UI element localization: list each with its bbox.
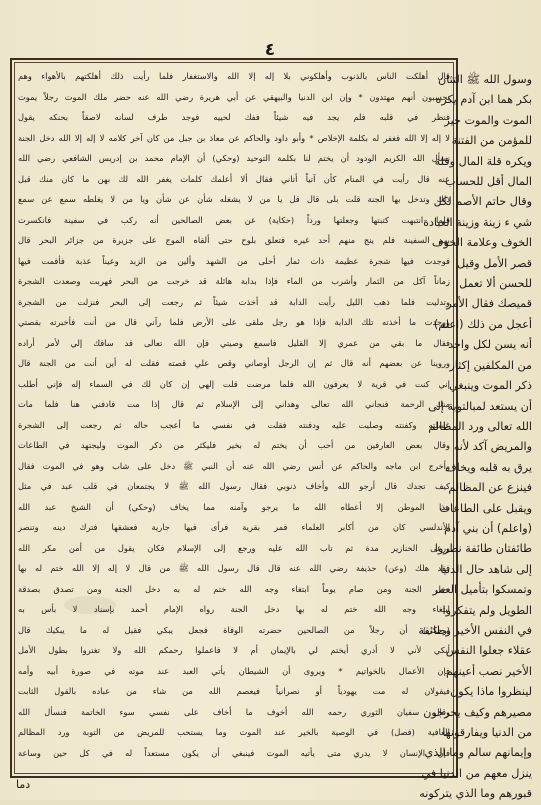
margin-text-line: طائفتان طائفة نظروا	[434, 542, 532, 556]
margin-text-line: للمؤمن من الفتنة	[451, 134, 532, 148]
margin-text-line: الموت والموت خير	[444, 113, 532, 127]
margin-text-line: بكر هما ابن آدم يكره	[435, 93, 532, 107]
main-text-line: فلما انتبهت كتبتها وجعلتها ورداً (حكاية) عن بعض الصالحين أنه ركب في سفينة فانكسرت	[18, 214, 450, 225]
main-text-line: (وحكي) أن رجلاً من الصالحين حضرته الوفاة فجعل يبكي فقيل له ما يبكيك قال	[18, 624, 450, 635]
main-text-line: أبكي لأني لا أدري أيختم لي بالإيمان أم لا فاعملوا رحمكم الله ولا تغتروا بطول الأمل	[18, 645, 450, 655]
main-text-line: وقال بعض العارفين من أحب أن يختم له بخير فليكثر من ذكر الموت وليجتهد في الطاعات	[18, 440, 450, 450]
main-text-line: دخل الجنة ومن صام يوماً ابتغاء وجه الله ختم له به دخل الجنة ومن تصدق بصدقة	[18, 583, 450, 594]
margin-text-line: (واعلم) أن بني آدم	[444, 521, 532, 535]
main-text-line: هذا الموطن إلا أعطاه الله ما يرجو وآمنه مما يخاف (وحكي) أن الشيخ عبد الله	[18, 501, 450, 512]
margin-text-line: يرق به قلبه ويخاف	[445, 460, 532, 474]
margin-commentary	[418, 70, 532, 805]
margin-text-line: أنه يسن لكل واحد	[448, 338, 532, 352]
margin-text-line: إلى شاهد حال الدنيا	[440, 562, 532, 576]
main-text-line: لا إله إلا الله فغفر له بكلمة الإخلاص * وأبو داود والحاكم عن معاذ بن جبل من كان آخر كلامه لا إله إلا الله دخل الجنة	[18, 132, 450, 143]
main-text-line: نسأل الله الكريم الودود أن يختم لنا بكلمة التوحيد (وحكي) أن الإمام محمد بن إدريس الشافعي رضي الله	[18, 153, 450, 163]
page-number: ٤	[264, 40, 276, 60]
main-text-line: كيف تجدك قال أرجو الله وأخاف ذنوبي فقال رسول الله ﷺ لا يجتمعان في قلب عبد في مثل	[18, 481, 450, 491]
main-text-line: فوجدت فيها شجرة عظيمة ذات ثمار أحلى من الشهد وألين من الزبد وعيناً عذبة فأقمت فيها	[18, 255, 450, 266]
main-text-line: فنظر في قلبه فلم يجد فيه شيئاً ففك لحييه فوجد طرف لسانه لاصقاً بحنكه يقول	[18, 112, 450, 122]
margin-text-line: وسول الله ﷺ التثان	[438, 73, 532, 86]
catchword: دما	[16, 778, 31, 791]
margin-text-line: وإيمانهم سالم وما الذي	[424, 746, 532, 760]
main-text-line: ورعى الخنازير مدة ثم تاب الله عليه ورجع إلى الإسلام فكان يقول من أمن مكر الله	[18, 542, 450, 553]
main-text-line: قال أهلكت الناس بالذنوب وأهلكوني بلا إله إلا الله والاستغفار فلما رأيت ذلك أهلكتهم بالأهواء وهم	[18, 71, 450, 81]
margin-text-line: الله تعالى ورد المظالم	[428, 419, 532, 433]
margin-text-line: ويكره قلة المال وقلة	[434, 154, 532, 168]
main-text-line: فيقولان له مت يهودياً أو نصرانياً فيعصم الله من شاء من عباده بالقول الثابت	[18, 686, 450, 696]
margin-text-line: من الدنيا ويفارقونها	[442, 726, 532, 739]
main-text-line: وروينا عن بعضهم أنه قال ثم إن الرجل أوصاني وقص علي قصته فقلت له أين أنت من الجنة قال	[18, 358, 450, 368]
margin-text-line: عقلاء جعلوا النفس	[445, 644, 532, 658]
margin-text-line: أن يستعد لمبالتوبة إلى	[428, 399, 532, 413]
margin-text-line: وتمسكوا بتأميل العمر	[432, 583, 532, 597]
main-text-line: غسلته وكفنته وصليت عليه ودفنته فقلت في نفسي ما أعجب حاله ثم رجعت إلى الشجرة	[18, 419, 450, 430]
margin-text-line: الأخير نصب أعينهم	[445, 664, 532, 678]
main-text-line: وقال سفيان الثوري رحمه الله أخوف ما أخاف على نفسي سوء الخاتمة فنسأل الله	[18, 706, 450, 717]
margin-text-line: ينزل معهم من الدنيا في	[421, 766, 532, 780]
main-text-line: منك الرحمة فنجاني الله تعالى وهداني إلى الإسلام ثم قال إذا مت فادفني هنا فلما مات	[18, 399, 450, 409]
main-text-line: وتدليت فلما ذهب الليل رأيت الدابة قد أخذت شيئاً ثم رجعت إلى البحر فنزلت من الشجرة	[18, 296, 450, 307]
main-text-line: فقد هلك (وعن) حذيفة رضي الله عنه قال قال رسول الله ﷺ من قال لا إله إلا الله ختم له بها	[18, 563, 450, 573]
margin-text-line: في النفس الأخير وطائفة	[418, 623, 532, 637]
main-text-line: يحسبون أنهم مهتدون * وإن ابن الدنيا والبيهقي عن أبي هريرة رضي الله عنه حضر ملك الموت رجلاً يموت	[18, 91, 450, 102]
margin-text-line: قميصك فقال الأمر	[446, 297, 532, 311]
margin-text-line: قبورهم وما الذي يتركونه	[419, 787, 532, 801]
main-text-line: ابتغاء وجه الله ختم له بها دخل الجنة رواه الإمام أحمد بإسناد لا بأس به	[18, 604, 450, 614]
main-text-line: زماناً آكل من الثمار وأشرب من الماء فإذا بدابة هائلة قد خرجت من البحر فهربت وصعدت الشجرة	[18, 276, 450, 286]
margin-text-line: أعجل من ذلك (اعلم)	[433, 317, 532, 331]
margin-text-line: ذكر الموت وينبغي	[449, 379, 532, 393]
main-text-line: فقال ما بقي من عمري إلا القليل فاسمع وصيتي فإن الله تعالى قد ساقك إلي لأمر أراده	[18, 337, 450, 348]
margin-text-line: الطويل ولم يتفكروا	[442, 603, 532, 617]
margin-text-line: فينزع عن المظالم	[448, 481, 532, 495]
margin-text-line: مصيرهم وكيف يخرجون	[423, 705, 532, 719]
main-text-line: ذلك وتدخل بها الجنة قلت بلى قال قل يا من لا يشغله شأن عن شأن ويا من لا يغلطه سمع عن سمع	[18, 194, 450, 204]
margin-text-line: والمريض آكد لأنه	[453, 440, 532, 454]
main-text-line: بهم السفينة فلم ينج منهم أحد غيره فتعلق بلوح حتى ألقاه الموج على جزيرة من جزائر البحر قال	[18, 235, 450, 245]
main-text-block	[18, 66, 450, 774]
margin-text-line: وقال حاتم الأصم لكل	[433, 195, 532, 209]
main-text-line: عنه قال رأيت في المنام كأن آتياً أتاني فقال ألا أعلمك كلمات يغفر الله لك بهن ما كان منك قبل	[18, 173, 450, 184]
margin-text-line: من المكلفين إكثار	[449, 358, 532, 372]
margin-text-line: قصر الأمل وقيل	[457, 256, 532, 270]
margin-text-line: شي ء زينة وزينة العبادة	[423, 215, 532, 229]
main-text-line: وأخرج ابن ماجه والحاكم عن أنس رضي الله عنه أن النبي ﷺ دخل على شاب وهو في الموت فقال	[18, 460, 450, 471]
margin-text-line: لينظروا ماذا يكون	[450, 685, 532, 699]
margin-text-line: الخوف وعلامة الخوف	[431, 236, 532, 250]
main-text-line: العافية (فصل) في الوصية بالخير عند الموت وما يستحب للمريض من التوبة ورد المظالم	[18, 727, 450, 737]
margin-text-line: للحسن ألا تعمل	[459, 277, 532, 291]
main-text-line: فإن الأعمال بالخواتيم * ويروى أن الشيطان يأتي العبد عند موته في صورة أبيه وأمه	[18, 665, 450, 676]
main-text-line: ووجدت ما أخذته تلك الدابة فإذا هو رجل ملقى على الأرض فلما رآني قال من أنت فأخبرته بقصتي	[18, 317, 450, 327]
main-text-line: الأندلسي كان من أكابر العلماء فمر بقرية فرأى فيها جارية فعشقها فترك دينه وتنصر	[18, 522, 450, 532]
main-text-line: إني كنت في قرية لا يعرفون الله فلما مرضت قلت إلهي إن كان لك في السماء إله فإني أطلب	[18, 378, 450, 389]
margin-text-line: ويقبل على الطاعات	[439, 501, 532, 515]
main-text-line: فإن الإنسان لا يدري متى يأتيه الموت فينبغي أن يكون مستعداً له في كل حين وساعة	[18, 747, 450, 758]
margin-text-line: المال أقل للحساب	[445, 175, 532, 189]
